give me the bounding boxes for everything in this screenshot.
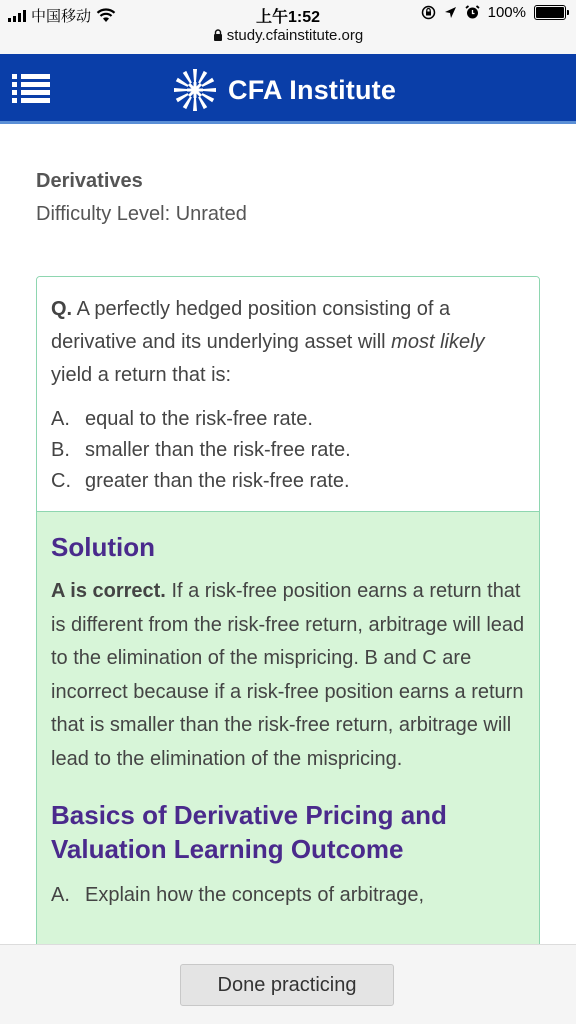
carrier-name: 中国移动 — [31, 8, 92, 25]
outcome-letter: A. — [51, 884, 70, 906]
solution-body: If a risk-free position earns a return that is different from the risk-free return, arbitrage will lead to the elimination of the mispricing. B and C are incorrect because if a risk-free position earns a return that is smaller than the risk-free return, arbitrage will lead to the elimination of the mispricing. — [51, 580, 525, 770]
brand-name: CFA Institute — [228, 74, 397, 105]
address-bar[interactable] — [0, 27, 576, 44]
url-text: study.cfainstitute.org — [226, 27, 364, 44]
clock: 上午1:52 — [255, 9, 321, 26]
question-prefix: Q. — [51, 298, 73, 320]
choice-a — [51, 404, 525, 435]
question-text — [51, 293, 525, 392]
choice-b — [51, 435, 525, 466]
choice-letter: A. — [51, 408, 70, 430]
learning-outcome-title: Basics of Derivative Pricing and Valuation Learning Outcome — [51, 800, 447, 864]
learning-outcome-item — [51, 880, 525, 910]
outcome-text: Explain how the concepts of arbitrage, — [85, 884, 425, 906]
battery-icon — [534, 5, 566, 20]
solution-text — [51, 575, 525, 776]
solution-lead: A is correct. — [51, 580, 166, 602]
solution-panel — [37, 511, 539, 956]
question-meta — [36, 124, 540, 226]
question-block — [37, 277, 539, 511]
cfa-logo[interactable] — [172, 67, 396, 113]
site-header — [0, 54, 576, 124]
question-card — [36, 276, 540, 956]
footer-bar — [0, 944, 576, 1024]
cfa-globe-icon — [172, 67, 218, 113]
answer-choices — [51, 404, 525, 497]
alarm-icon — [465, 5, 480, 20]
question-text-part-2: yield a return that is: — [51, 364, 232, 386]
question-text-part-1: A perfectly hedged position consisting of a derivative and its underlying asset will — [51, 298, 451, 353]
topic-title: Derivatives — [36, 170, 143, 192]
location-icon — [444, 6, 457, 19]
solution-title: Solution — [51, 532, 155, 562]
done-practicing-button[interactable]: Done practicing — [180, 964, 394, 1006]
status-icons — [421, 4, 566, 21]
choice-text: greater than the risk-free rate. — [85, 470, 350, 492]
battery-percent: 100% — [487, 4, 526, 21]
lock-icon — [213, 29, 223, 41]
choice-letter: C. — [51, 470, 71, 492]
status-bar — [0, 0, 576, 54]
question-emphasis: most likely — [391, 331, 485, 353]
orientation-lock-icon — [421, 5, 436, 20]
choice-text: equal to the risk-free rate. — [85, 408, 313, 430]
menu-button[interactable] — [12, 74, 50, 104]
choice-c — [51, 466, 525, 497]
choice-text: smaller than the risk-free rate. — [85, 439, 351, 461]
difficulty-level: Difficulty Level: Unrated — [36, 203, 247, 225]
choice-letter: B. — [51, 439, 70, 461]
